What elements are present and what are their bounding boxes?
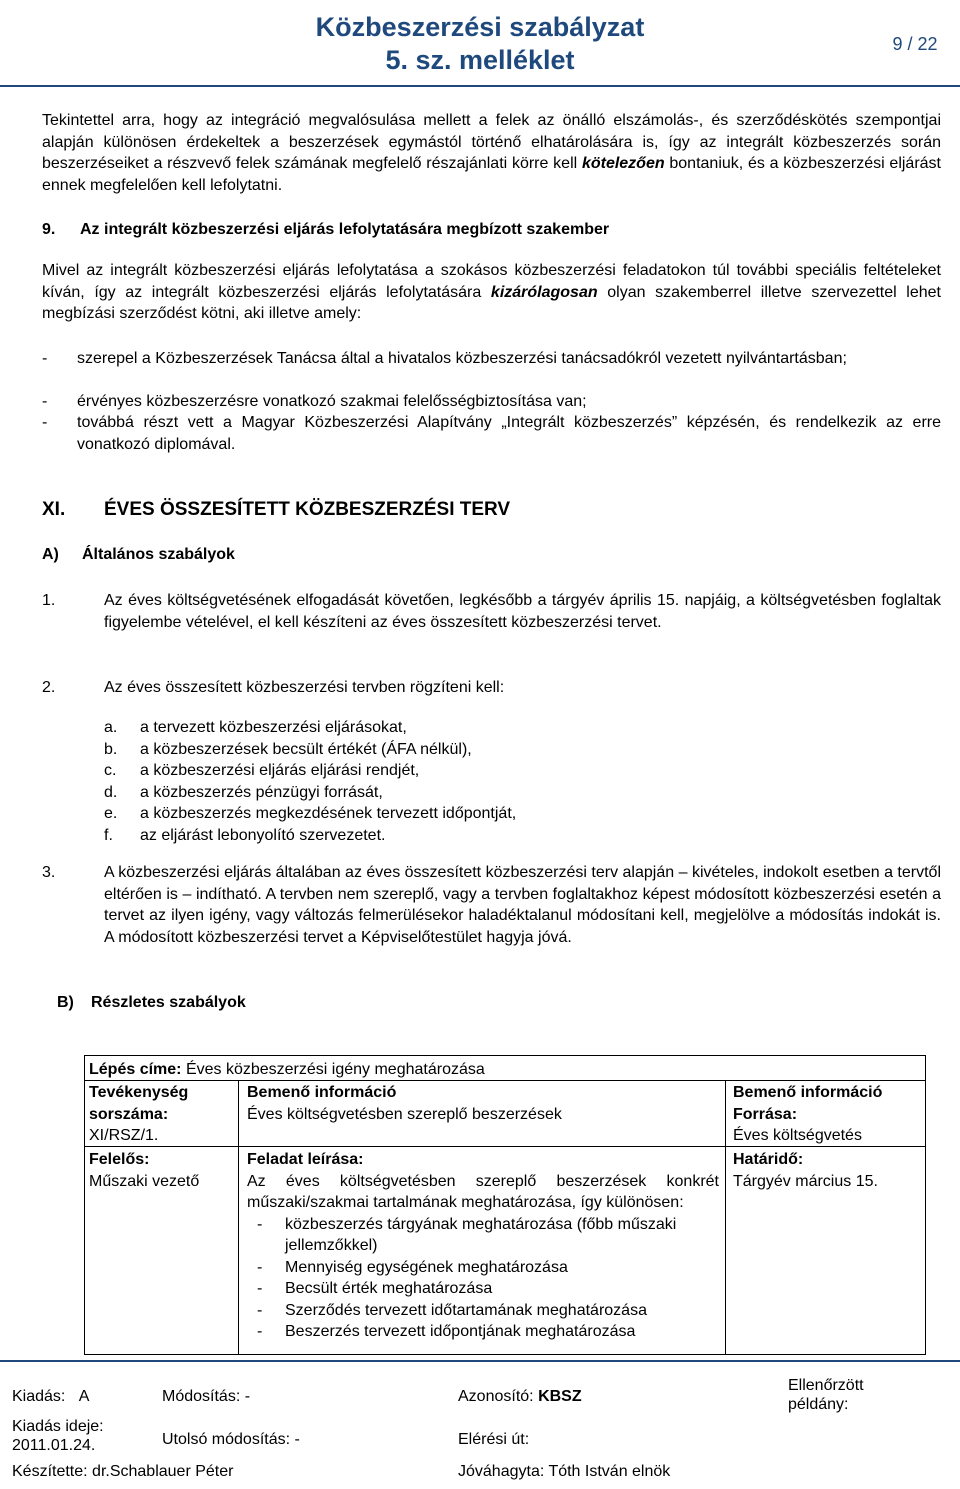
subsection-title: Részletes szabályok (91, 994, 246, 1011)
list-text: a közbeszerzés megkezdésének tervezett időpontját, (140, 805, 517, 822)
paragraph-text: Mivel az integrált közbeszerzési eljárás lefolytatása a szokásos közbeszerzési feladatokon túl további speciális feltételeket kíván, így az integrált közbeszerzési eljárás lefolytatására (42, 262, 941, 301)
cell-label: Bemenő információ (247, 1084, 397, 1101)
list-item (104, 803, 516, 825)
input-info-cell (247, 1082, 562, 1125)
bullet-item (42, 348, 941, 370)
bullet-dash: - (42, 414, 48, 431)
cell-value: Éves közbeszerzési igény meghatározása (185, 1061, 485, 1078)
list-item (257, 1300, 719, 1322)
document-footer (0, 1360, 960, 1489)
list-dash: - (257, 1301, 263, 1319)
bullet-dash: - (42, 393, 48, 410)
field-value: KBSZ (538, 1388, 582, 1405)
list-item (104, 739, 516, 761)
subsection-label: A) (42, 546, 59, 563)
identifier-field (458, 1387, 582, 1406)
cell-label: Felelős: (89, 1151, 150, 1168)
document-subtitle: 5. sz. melléklet (385, 45, 575, 75)
list-item (257, 1321, 719, 1343)
list-item (104, 825, 516, 847)
list-letter: c. (104, 762, 117, 779)
numbered-item-2 (42, 677, 941, 699)
alpha-list (104, 717, 516, 846)
item-text: Az éves költségvetésének elfogadását követően, legkésőbb a tárgyév április 15. napjáig, a költségvetésben foglaltak figyelembe vételével, el kell készíteni az éves összesített közbeszerzési tervet. (104, 592, 941, 631)
access-path-field: Elérési út: (458, 1431, 530, 1448)
numbered-item-3 (42, 862, 941, 948)
section-9-paragraph (42, 260, 941, 325)
cell-value: Éves költségvetés (733, 1127, 862, 1144)
modification-field: Módosítás: - (162, 1388, 251, 1405)
list-text: a tervezett közbeszerzési eljárásokat, (140, 719, 407, 736)
bullet-dash: - (42, 350, 48, 367)
bullet-text: továbbá részt vett a Magyar Közbeszerzési Alapítvány „Integrált közbeszerzés” képzésén, és rendelkezik az erre vonatkozó diplomával. (77, 414, 941, 453)
section-xi-heading (42, 500, 510, 520)
activity-number-cell (89, 1082, 188, 1147)
cell-label: Forrása: (733, 1105, 798, 1123)
list-item (104, 717, 516, 739)
intro-emphasis: kötelezően (581, 155, 665, 172)
list-letter: e. (104, 805, 118, 822)
edition-field (12, 1387, 89, 1406)
list-letter: f. (104, 826, 113, 844)
subsection-label: B) (57, 994, 74, 1011)
cell-value: Az éves költségvetésben szereplő beszerzések konkrét műszaki/szakmai tartalmának meghatározása, így különösen: (247, 1172, 719, 1211)
section-9-heading (42, 220, 609, 240)
field-label: példány: (788, 1396, 849, 1413)
section-title: Az integrált közbeszerzési eljárás lefolytatására megbízott szakember (80, 221, 610, 238)
section-number: XI. (42, 499, 66, 520)
page-number: 9 / 22 (892, 34, 938, 54)
issue-date-field (12, 1417, 104, 1455)
cell-label: Feladat leírása: (247, 1151, 364, 1168)
list-dash: - (257, 1215, 263, 1233)
list-text: Mennyiség egységének meghatározása (285, 1258, 568, 1276)
list-dash: - (257, 1258, 263, 1276)
list-letter: b. (104, 740, 118, 758)
field-label: Kiadás: (12, 1388, 66, 1405)
intro-text: Tekintettel arra, hogy az integráció megvalósulása mellett a felek az önálló elszámolás-, és szerződéskötés szempontjai alapján különösen érdekeltek a beszerzések egymástól történő elhatárolására is, így az integrált közbeszerzés során beszerzéseiket a részvevő felek számának megfelelő részajánlati körre kell (42, 112, 941, 172)
item-number: 1. (42, 592, 56, 609)
bullet-text: szerepel a Közbeszerzések Tanácsa által a hivatalos közbeszerzési tanácsadókról vezetett nyilvántartásban; (77, 350, 847, 367)
process-step-table (84, 1055, 926, 1355)
item-number: 2. (42, 679, 56, 696)
list-text: közbeszerzés tárgyának meghatározása (főbb műszaki jellemzőkkel) (285, 1215, 677, 1254)
task-list (257, 1214, 719, 1343)
paragraph-emphasis: kizárólagosan (490, 283, 598, 301)
bullet-text: érvényes közbeszerzésre vonatkozó szakmai felelősségbiztosítása van; (77, 393, 587, 410)
responsible-cell (89, 1149, 199, 1192)
last-modification-field: Utolsó módosítás: - (162, 1431, 300, 1448)
list-text: Becsült érték meghatározása (285, 1280, 493, 1297)
cell-label: Lépés címe: (89, 1061, 182, 1078)
list-item (104, 782, 516, 804)
list-letter: d. (104, 783, 118, 801)
deadline-cell (733, 1149, 878, 1192)
list-text: Szerződés tervezett időtartamának meghatározása (285, 1301, 647, 1319)
intro-paragraph (42, 110, 941, 196)
author-field: Készítette: dr.Schablauer Péter (12, 1463, 234, 1480)
approver-field: Jóváhagyta: Tóth István elnök (458, 1463, 671, 1480)
input-source-cell (733, 1082, 882, 1147)
cell-value: Tárgyév március 15. (733, 1172, 878, 1190)
item-text: A közbeszerzési eljárás általában az éves összesített közbeszerzési terv alapján – kivételes, indokolt esetben a tervtől eltérően is – indítható. A tervben nem szereplő, vagy a tervben foglaltakhoz képest módosított közbeszerzési esetén a tervet az ilyen igény, vagy változás felmerülésekor haladéktalanul módosítani kell, megjelölve a módosítás indokát is. A módosított közbeszerzési tervet a Képviselőtestület hagyja jóvá. (104, 864, 941, 946)
checked-copy-field (788, 1376, 864, 1414)
step-title-cell (89, 1059, 485, 1081)
table-divider (238, 1080, 239, 1354)
table-divider (725, 1080, 726, 1354)
numbered-item-1 (42, 590, 941, 633)
cell-label: Tevékenység (89, 1084, 189, 1101)
subsection-a-heading (42, 545, 235, 565)
list-text: a közbeszerzés pénzügyi forrását, (140, 783, 383, 801)
intro-text-end: bontaniuk, és a közbeszerzési eljárást ennek megfelelően kell lefolytatni. (42, 155, 941, 194)
list-text: a közbeszerzések becsült értékét (ÁFA nélkül), (140, 740, 472, 758)
list-dash: - (257, 1323, 263, 1340)
field-value: A (78, 1388, 90, 1405)
field-label: Azonosító: (458, 1388, 534, 1405)
list-item (257, 1257, 719, 1279)
subsection-b-heading (57, 993, 246, 1013)
list-item (257, 1214, 719, 1257)
bullet-item (42, 412, 941, 455)
bullet-item (42, 391, 941, 413)
cell-value: Éves költségvetésben szereplő beszerzések (247, 1105, 562, 1123)
list-text: Beszerzés tervezett időpontjának meghatározása (285, 1323, 636, 1340)
list-dash: - (257, 1280, 263, 1297)
cell-value: XI/RSZ/1. (89, 1127, 159, 1144)
list-text: a közbeszerzési eljárás eljárási rendjét, (140, 762, 420, 779)
item-number: 3. (42, 864, 56, 881)
list-item (104, 760, 516, 782)
document-title: Közbeszerzési szabályzat (315, 12, 645, 42)
cell-value: Műszaki vezető (89, 1172, 200, 1190)
section-number: 9. (42, 221, 56, 238)
list-item (257, 1278, 719, 1300)
cell-label: Bemenő információ (733, 1084, 883, 1101)
subsection-title: Általános szabályok (82, 546, 235, 563)
field-value: 2011.01.24. (12, 1437, 96, 1454)
list-text: az eljárást lebonyolító szervezetet. (140, 826, 386, 844)
task-description-cell (247, 1149, 719, 1343)
header-divider (0, 85, 960, 87)
list-letter: a. (104, 719, 118, 736)
paragraph-text-end: olyan szakemberrel illetve szervezettel lehet megbízási szerződést kötni, aki illetve amely: (42, 283, 942, 322)
section-title: ÉVES ÖSSZESÍTETT KÖZBESZERZÉSI TERV (104, 499, 511, 520)
field-label: Kiadás ideje: (12, 1418, 104, 1435)
cell-label: Határidő: (733, 1151, 804, 1168)
item-text: Az éves összesített közbeszerzési tervben rögzíteni kell: (104, 679, 505, 696)
field-label: Ellenőrzött (788, 1377, 864, 1394)
cell-label: sorszáma: (89, 1105, 169, 1123)
